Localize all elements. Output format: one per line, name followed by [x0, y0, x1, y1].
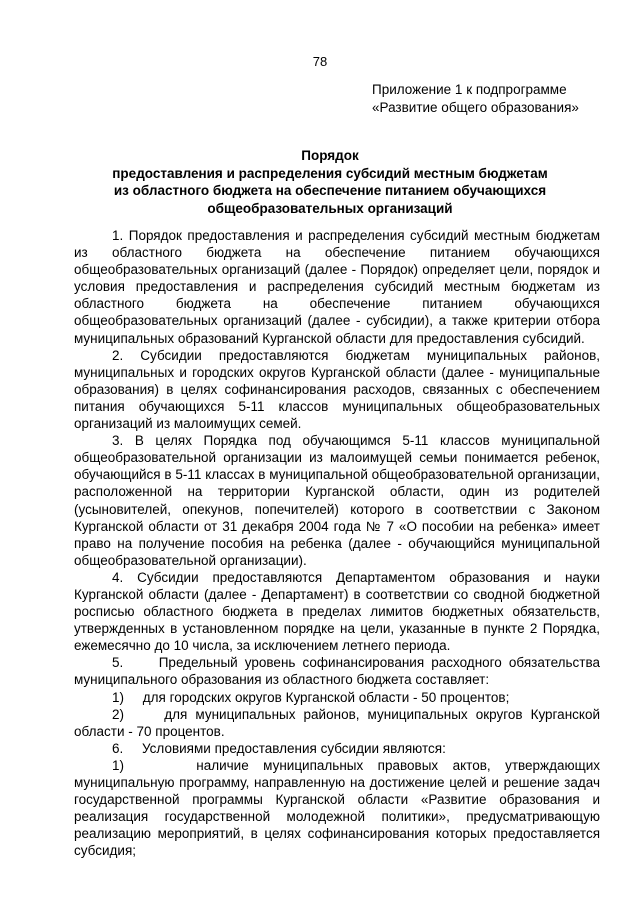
paragraph-6: 6. Условиями предоставления субсидии являются: [112, 740, 446, 756]
title-line-4: общеобразовательных организаций [207, 200, 453, 216]
document-body [74, 227, 600, 859]
appendix-line-2: «Развитие общего образования» [372, 100, 579, 115]
list-item-5-2: 2) для муниципальных районов, муниципальных округов Курганской области - 70 процентов. [74, 706, 600, 739]
paragraph-2: 2. Субсидии предоставляются бюджетам муниципальных районов, муниципальных и городских округов Курганской области (далее - муниципальные образования) в целях софинансирования расходов, связанных с обеспечением питания обучающихся 5-11 классов муниципальных общеобразовательных организаций из малоимущих семей. [74, 347, 600, 432]
paragraph-4: 4. Субсидии предоставляются Департаментом образования и науки Курганской области (далее - Департамент) в соответствии со сводной бюджетной росписью областного бюджета в пределах лимитов бюджетных обязательств, утвержденных в установленном порядке на цели, указанные в пункте 2 Порядка, ежемесячно до 10 числа, за исключением летнего периода. [74, 569, 600, 654]
appendix-note [372, 81, 579, 117]
paragraph-3: 3. В целях Порядка под обучающимся 5-11 классов муниципальной общеобразовательной организации из малоимущей семьи понимается ребенок, обучающийся в 5-11 классах в муниципальной общеобразовательной организации, расположенной на территории Курганской области, один из родителей (усыновителей, опекунов, попечителей) которого в соответствии с Законом Курганской области от 31 декабря 2004 года № 7 «О пособии на ребенка» имеет право на получение пособия на ребенка (далее - обучающийся муниципальной общеобразовательной организации). [74, 433, 600, 568]
paragraph-5: 5. Предельный уровень софинансирования расходного обязательства муниципального образования из областного бюджета составляет: [74, 655, 600, 688]
page-number: 78 [312, 54, 328, 69]
title-line-2: предоставления и распределения субсидий местным бюджетам [112, 165, 548, 181]
document-title [60, 147, 600, 217]
paragraph-1: 1. Порядок предоставления и распределения субсидий местным бюджетам из областного бюджета на обеспечение питанием обучающихся общеобразовательных организаций (далее - Порядок) определяет цели, порядок и условия предоставления и распределения субсидий местным бюджетам из областного бюджета на обеспечение питанием обучающихся общеобразовательных организаций (далее - субсидии), а также критерии отбора муниципальных образований Курганской области для предоставления субсидий. [74, 228, 600, 346]
title-line-1: Порядок [301, 148, 359, 163]
appendix-line-1: Приложение 1 к подпрограмме [372, 82, 567, 97]
list-item-5-1: 1) для городских округов Курганской области - 50 процентов; [112, 689, 510, 705]
list-item-6-1: 1) наличие муниципальных правовых актов, утверждающих муниципальную программу, направленную на достижение целей и решение задач государственной программы Курганской области «Развитие образования и реализация государственной молодежной политики», предусматривающую реализацию мероприятий, в целях софинансирования которых предоставляется субсидия; [74, 757, 600, 859]
title-line-3: из областного бюджета на обеспечение питанием обучающихся [113, 183, 547, 198]
